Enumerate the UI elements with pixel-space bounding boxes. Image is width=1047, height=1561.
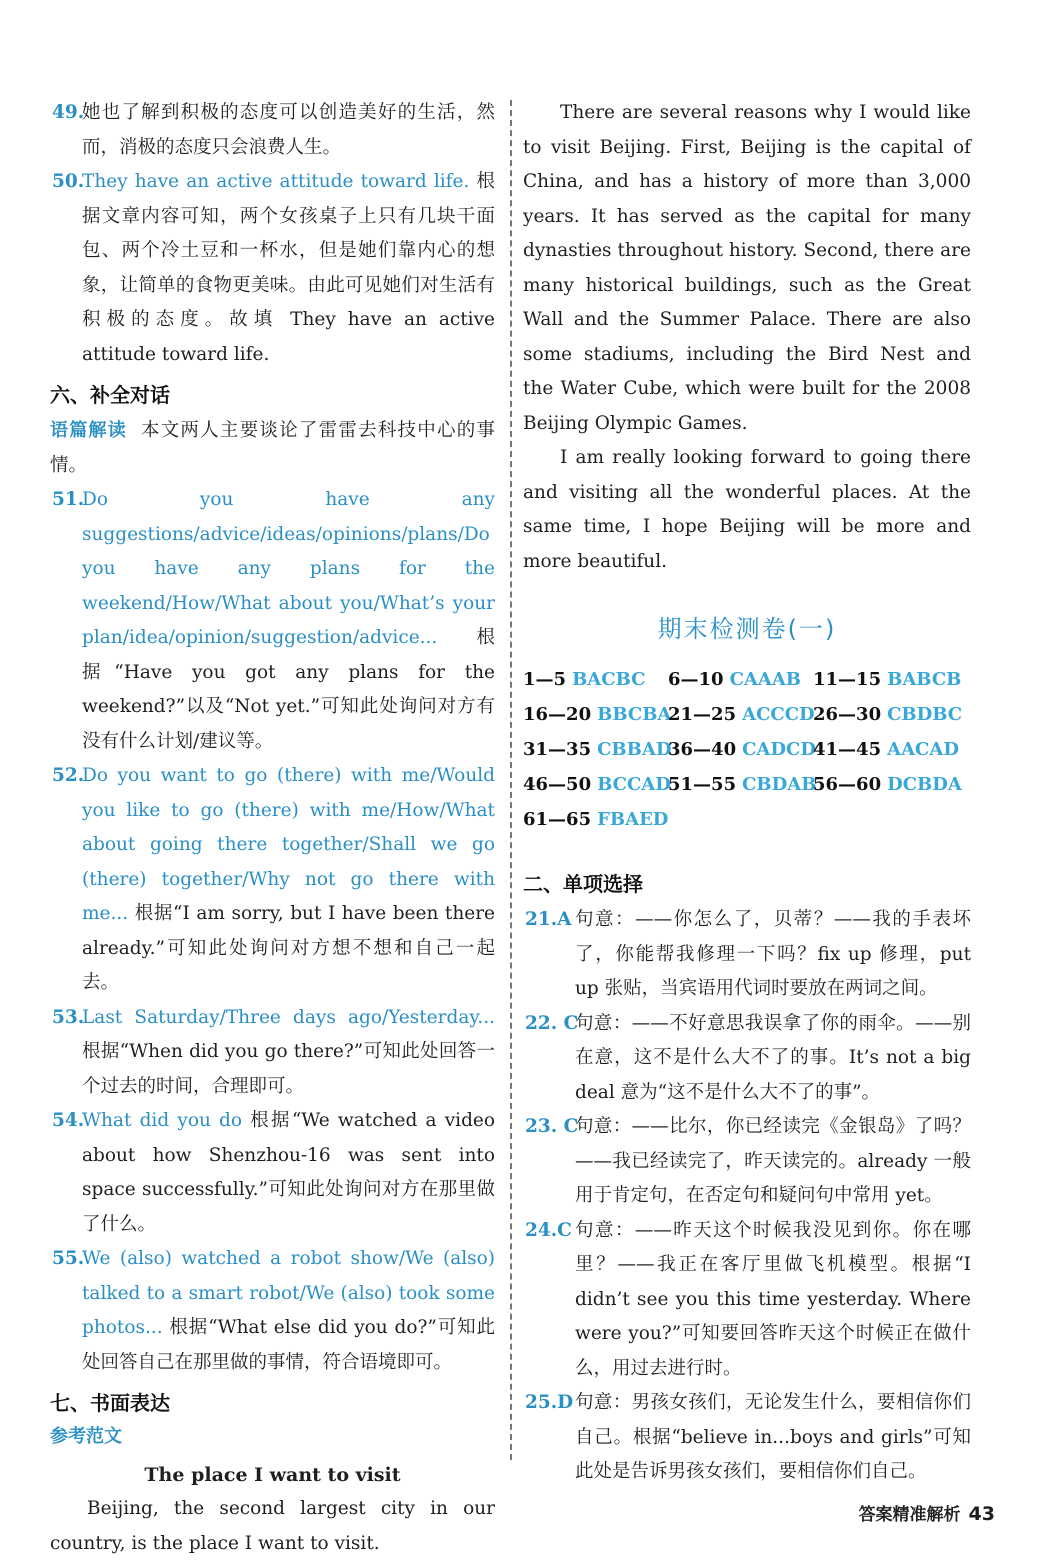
key-range: 11—15 bbox=[813, 669, 882, 690]
item-number: 25.D bbox=[525, 1392, 574, 1413]
item-text: 句意：——不好意思我误拿了你的雨伞。——别在意，这不是什么大不了的事。It’s not a big deal 意为“这不是什么大不了的事”。 bbox=[575, 1012, 971, 1103]
key-range: 21—25 bbox=[668, 704, 737, 725]
section-6-intro bbox=[50, 414, 495, 483]
item-answer: Do you have any suggestions/advice/ideas/opinions/plans/Do you have any plans for the weekend/How/What about you/What’s your plan/idea/opinion/suggestion/advice... bbox=[82, 489, 495, 648]
answer-key bbox=[813, 732, 963, 767]
item-number: 24.C bbox=[525, 1219, 572, 1241]
answer-key bbox=[668, 697, 813, 732]
item-answer: What did you do bbox=[82, 1110, 243, 1131]
item-text: 她也了解到积极的态度可以创造美好的生活，然而，消极的态度只会浪费人生。 bbox=[82, 102, 495, 158]
key-value: BABCB bbox=[887, 669, 962, 690]
item-number: 22. C bbox=[525, 1012, 579, 1034]
answer-key bbox=[523, 662, 668, 697]
key-value: FBAED bbox=[597, 809, 669, 830]
footer-label: 答案精准解析 bbox=[858, 1505, 961, 1525]
key-range: 26—30 bbox=[813, 704, 882, 725]
section-6-title: 六、补全对话 bbox=[50, 383, 170, 407]
answer-key bbox=[668, 662, 813, 697]
exam-title: 期末检测卷(一) bbox=[657, 615, 837, 643]
item-text: 根据“What else did you do?”可知此处回答自己在那里做的事情，符合语境即可。 bbox=[82, 1317, 495, 1373]
sample-essay-label: 参考范文 bbox=[50, 1426, 122, 1447]
essay-title: The place I want to visit bbox=[144, 1464, 401, 1486]
key-value: AACAD bbox=[887, 739, 959, 760]
answer-key bbox=[813, 767, 963, 802]
key-range: 31—35 bbox=[523, 739, 592, 760]
right-column bbox=[523, 96, 971, 1490]
answer-item-52 bbox=[50, 759, 495, 1001]
essay-paragraph-2: There are several reasons why I would like to visit Beijing. First, Beijing is the capital of China, and has a history of more than 3,000 years. It has served as the capital for many dynasties throughout history. Second, there are many historical buildings, such as the Great Wall and the Summer Palace. There are also some stadiums, including the Bird Nest and the Water Cube, which were built for the 2008 Beijing Olympic Games. bbox=[523, 102, 971, 434]
item-number: 50. bbox=[52, 171, 85, 192]
item-text: 根据文章内容可知，两个女孩桌子上只有几块干面包、两个冷土豆和一杯水，但是她们靠内心的想象，让简单的食物更美味。由此可见她们对生活有积极的态度。故填 They have an active attitude toward life. bbox=[82, 171, 495, 365]
item-text: 根据“When did you go there?”可知此处回答一个过去的时间，合理即可。 bbox=[82, 1041, 495, 1097]
answer-key bbox=[523, 732, 672, 767]
choice-item-23 bbox=[523, 1110, 971, 1214]
choice-item-22 bbox=[523, 1007, 971, 1111]
key-range: 6—10 bbox=[668, 669, 724, 690]
essay-paragraph-1: Beijing, the second largest city in our country, is the place I want to visit. bbox=[50, 1498, 495, 1554]
page-number: 43 bbox=[968, 1503, 995, 1525]
key-value: CADCD bbox=[742, 739, 816, 760]
answer-item-55 bbox=[50, 1242, 495, 1380]
key-value: ACCCD bbox=[742, 704, 815, 725]
item-answer: We (also) watched a robot show/We (also) talked to a smart robot/We (also) took some photos... bbox=[82, 1248, 495, 1338]
key-range: 56—60 bbox=[813, 774, 882, 795]
key-value: CBDAB bbox=[742, 774, 817, 795]
answer-key-grid bbox=[523, 662, 971, 837]
key-value: CAAAB bbox=[729, 669, 802, 690]
answer-key bbox=[523, 697, 672, 732]
column-divider bbox=[510, 100, 512, 1460]
key-value: BACBC bbox=[572, 669, 646, 690]
page-footer bbox=[859, 1500, 995, 1525]
item-number: 51. bbox=[52, 489, 85, 510]
answer-key bbox=[523, 767, 671, 802]
item-number: 23. C bbox=[525, 1116, 579, 1137]
item-number: 52. bbox=[52, 765, 85, 786]
answer-key bbox=[668, 732, 816, 767]
item-text: 句意：——昨天这个时候我没见到你。你在哪里？——我正在客厅里做飞机模型。根据“I didn’t see you this time yesterday. Where were you?”可知要回答昨天这个时候正在做什么，用过去进行时。 bbox=[575, 1219, 971, 1379]
item-number: 55. bbox=[52, 1248, 85, 1269]
answer-item-53 bbox=[50, 1001, 495, 1105]
key-range: 16—20 bbox=[523, 704, 592, 725]
key-range: 51—55 bbox=[668, 774, 737, 795]
item-number: 21.A bbox=[525, 909, 572, 930]
answer-item-50 bbox=[50, 165, 495, 372]
key-range: 41—45 bbox=[813, 739, 882, 760]
answer-item-51 bbox=[50, 483, 495, 759]
choice-item-21 bbox=[523, 903, 971, 1007]
item-answer: Do you want to go (there) with me/Would you like to go (there) with me/How/What about going there together/Shall we go (there) together/Why not go there with me... bbox=[82, 765, 495, 924]
key-range: 36—40 bbox=[668, 739, 737, 760]
answer-key bbox=[668, 767, 817, 802]
answer-key bbox=[523, 802, 668, 837]
intro-label: 语篇解读 bbox=[50, 420, 127, 441]
item-text: 根据“Have you got any plans for the weekend?”以及“Not yet.”可知此处询问对方有没有什么计划/建议等。 bbox=[82, 627, 495, 752]
item-number: 53. bbox=[52, 1006, 85, 1028]
item-text: 根据“We watched a video about how Shenzhou-16 was sent into space successfully.”可知此处询问对方在那里做了什么。 bbox=[82, 1110, 495, 1235]
key-range: 1—5 bbox=[523, 669, 567, 690]
section-2-title: 二、单项选择 bbox=[523, 872, 643, 896]
key-value: CBDBC bbox=[887, 704, 963, 725]
item-text: 句意：——你怎么了，贝蒂？——我的手表坏了，你能帮我修理一下吗？fix up 修理，put up 张贴，当宾语用代词时要放在两词之间。 bbox=[575, 909, 971, 999]
key-value: BBCBA bbox=[597, 704, 672, 725]
answer-key bbox=[813, 662, 963, 697]
answer-key bbox=[813, 697, 963, 732]
item-number: 54. bbox=[52, 1110, 85, 1131]
item-answer: Last Saturday/Three days ago/Yesterday... bbox=[82, 1006, 495, 1028]
left-column bbox=[50, 96, 495, 1561]
answer-item-49 bbox=[50, 96, 495, 165]
answer-item-54 bbox=[50, 1104, 495, 1242]
key-value: BCCAD bbox=[597, 774, 671, 795]
item-answer: They have an active attitude toward life. bbox=[82, 171, 470, 192]
item-text: 句意：——比尔，你已经读完《金银岛》了吗？——我已经读完了，昨天读完的。already 一般用于肯定句，在否定句和疑问句中常用 yet。 bbox=[575, 1116, 971, 1206]
key-range: 46—50 bbox=[523, 774, 592, 795]
section-7-title: 七、书面表达 bbox=[50, 1391, 170, 1415]
item-number: 49. bbox=[52, 102, 85, 123]
key-value: CBBAD bbox=[597, 739, 672, 760]
item-text: 根据“I am sorry, but I have been there already.”可知此处询问对方想不想和自己一起去。 bbox=[82, 903, 495, 993]
key-value: DCBDA bbox=[887, 774, 962, 795]
choice-item-25 bbox=[523, 1386, 971, 1490]
item-text: 句意：男孩女孩们，无论发生什么，要相信你们自己。根据“believe in...boys and girls”可知此处是告诉男孩女孩们，要相信你们自己。 bbox=[575, 1392, 971, 1482]
key-range: 61—65 bbox=[523, 809, 592, 830]
essay-paragraph-3: I am really looking forward to going there and visiting all the wonderful places. At the same time, I hope Beijing will be more and more beautiful. bbox=[523, 447, 971, 572]
choice-item-24 bbox=[523, 1214, 971, 1387]
intro-text: 本文两人主要谈论了雷雷去科技中心的事情。 bbox=[50, 420, 495, 476]
